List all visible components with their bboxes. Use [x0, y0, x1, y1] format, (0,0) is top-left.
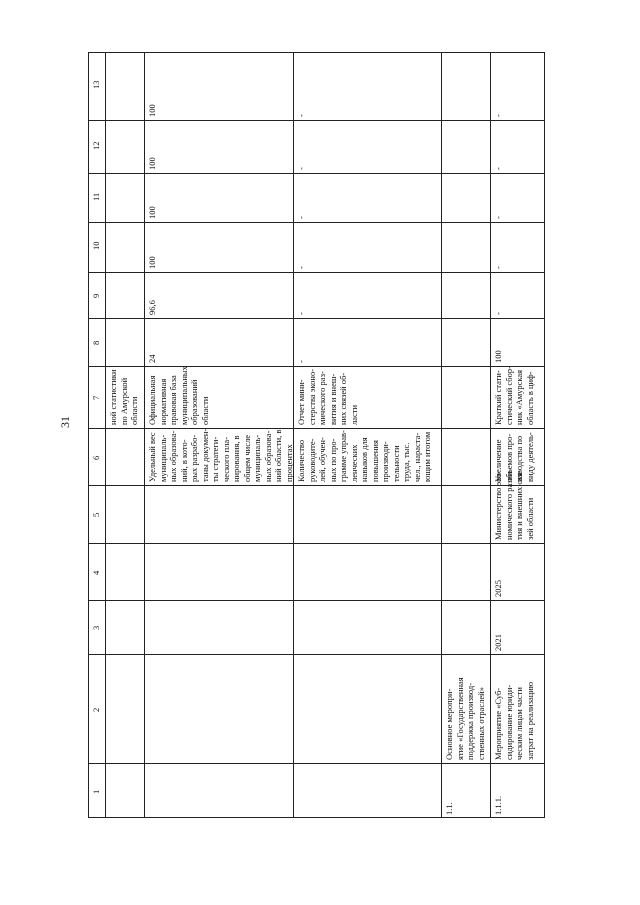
column-number: 13 [91, 80, 101, 89]
cell-c6-line: виду деятель- [524, 432, 535, 482]
cell-c7-line: них связей об- [338, 372, 348, 425]
cell-c6-line: процентах [283, 444, 294, 482]
column-divider [88, 543, 545, 544]
cell-c6-line: лей, обучен- [317, 437, 327, 482]
cell-c6-line: ний области, в [273, 429, 283, 482]
cell-c7-line: мического раз- [317, 371, 327, 425]
column-number: 5 [91, 512, 101, 517]
cell-c6-line: грамме управ- [338, 430, 348, 482]
cell-c6-line: изводства по [514, 435, 524, 482]
cell-c7-line: Официальная [147, 375, 157, 425]
rotated-table [88, 52, 545, 818]
cell-c7-line: область в циф- [524, 371, 535, 425]
column-number: 12 [91, 141, 101, 150]
cell-c7-line: стический сбор- [503, 366, 514, 425]
cell-c7-line: ник «Амурская [514, 369, 524, 425]
cell-c2-line: поддержка производ- [465, 682, 475, 760]
cell-c7-line: образований [189, 379, 199, 425]
cell-c11: - [493, 216, 503, 219]
column-divider [88, 318, 545, 319]
cell-c9: - [296, 312, 306, 315]
cell-c7-line: стерства эконо- [306, 368, 317, 425]
column-number: 8 [91, 340, 101, 345]
cell-c6-line: ных образова- [168, 430, 178, 482]
cell-c11: 100 [147, 206, 157, 219]
cell-c10: - [296, 266, 306, 269]
cell-c6-line: Количество [296, 439, 306, 482]
cell-c11: - [296, 216, 306, 219]
column-number: 6 [91, 455, 101, 460]
column-number: 11 [91, 192, 101, 201]
cell-c7 [147, 366, 210, 425]
cell-c6-line: чел., нараста- [411, 432, 422, 482]
cell-c7-line: области [129, 396, 139, 425]
cell-c9: - [493, 312, 503, 315]
cell-c5-line: тия и внешних свя- [514, 470, 524, 540]
cell-c7-line: ной статистики [108, 369, 118, 425]
cell-c2-line: ческим лицам части [514, 687, 524, 760]
cell-c2-line: сидирование юриди- [503, 684, 514, 760]
page-number: 31 [58, 416, 72, 428]
cell-c6-line: общем числе [241, 434, 252, 482]
cell-c8: 24 [147, 354, 157, 363]
column-divider [88, 485, 545, 486]
column-divider [88, 763, 545, 764]
cell-c2 [493, 682, 535, 760]
cell-c7-line: нормативная [157, 378, 168, 425]
row-divider [144, 52, 145, 818]
cell-c8: 100 [493, 350, 503, 363]
cell-c6-line: ных образова- [262, 430, 273, 482]
column-divider [88, 654, 545, 655]
cell-c6-line: повышения [369, 440, 380, 482]
cell-c7-line: по Амурской [118, 377, 129, 425]
cell-c5-line: Министерство эко- [493, 471, 503, 540]
cell-c6-line: ленческих [348, 444, 359, 482]
cell-c6-line: тельности [390, 445, 401, 482]
column-number: 4 [91, 570, 101, 575]
cell-c1: 1.1.1. [493, 795, 503, 815]
cell-c6-line: навыков для [359, 437, 369, 482]
cell-c7-line: вития и внеш- [327, 373, 338, 425]
cell-c6-line: Увеличение [493, 439, 503, 482]
cell-c8: - [296, 360, 306, 363]
cell-c7 [296, 369, 359, 425]
column-divider [88, 272, 545, 273]
cell-c6-line: таны докумен- [199, 428, 210, 482]
cell-c6-line: ных по про- [327, 438, 338, 482]
cell-c10: - [493, 266, 503, 269]
row-divider [490, 52, 491, 818]
cell-c7-line: муниципальных [178, 366, 189, 425]
cell-c2-line: Основное меропри- [444, 688, 454, 760]
cell-c7-line: Отчет мини- [296, 379, 306, 425]
cell-c13: - [493, 114, 503, 117]
cell-c6-line: нирования, в [231, 435, 241, 482]
cell-c13: - [296, 114, 306, 117]
cell-c2-line: ятие «Государственная [454, 677, 465, 760]
table-border-top [88, 52, 545, 53]
cell-c4: 2025 [493, 580, 503, 597]
cell-c6 [493, 432, 535, 482]
cell-c7-line: правовая база [168, 375, 178, 425]
cell-c9: 96,6 [147, 300, 157, 315]
cell-c6 [147, 429, 294, 482]
cell-c10: 100 [147, 256, 157, 269]
row-divider [105, 52, 106, 818]
cell-c7 [493, 366, 535, 425]
cell-c6-line: ний, в кото- [178, 439, 189, 482]
column-divider [88, 222, 545, 223]
column-number: 3 [91, 625, 101, 630]
cell-c2-line: затрат на реализацию [524, 681, 535, 760]
table-border-right [544, 52, 545, 818]
cell-c6-line: ющим итогом [422, 431, 432, 482]
cell-c2-line: Мероприятие «Суб- [493, 687, 503, 760]
cell-c6-line: рых разрабо- [189, 434, 199, 482]
cell-c2 [444, 677, 486, 760]
column-number: 2 [91, 707, 101, 712]
column-number: 9 [91, 293, 101, 298]
cell-c6-line: руководите- [306, 438, 317, 482]
cell-c12: - [493, 167, 503, 170]
cell-c7 [108, 369, 140, 425]
cell-c5-line: номического разви- [503, 469, 514, 540]
cell-c13: 100 [147, 104, 157, 117]
cell-c1: 1.1. [444, 802, 454, 815]
row-divider [441, 52, 442, 818]
table-border-bottom [88, 817, 545, 818]
cell-c2-line: ственных отраслей» [475, 687, 486, 760]
column-divider [88, 120, 545, 121]
cell-c6-line: объемов про- [503, 433, 514, 482]
cell-c12: - [296, 167, 306, 170]
column-number: 7 [91, 395, 101, 400]
cell-c12: 100 [147, 157, 157, 170]
cell-c6-line: муниципаль- [252, 434, 262, 482]
column-divider [88, 173, 545, 174]
cell-c3: 2021 [493, 634, 503, 651]
cell-c6-line: муниципаль- [157, 434, 168, 482]
cell-c6-line: ческого пла- [220, 436, 231, 482]
cell-c7-line: ласти [348, 404, 359, 425]
cell-c6-line: Удельный вес [147, 432, 157, 482]
column-number: 10 [91, 241, 101, 250]
cell-c6 [296, 430, 433, 482]
table-border-left [88, 52, 89, 818]
column-divider [88, 600, 545, 601]
column-number: 1 [91, 789, 101, 794]
cell-c7-line: Краткий стати- [493, 370, 503, 425]
cell-c7-line: области [199, 396, 210, 425]
cell-c6-line: ты стратеги- [210, 436, 220, 482]
cell-c6-line: труда, тыс. [401, 442, 411, 482]
cell-c6-line: производи- [380, 441, 390, 482]
cell-c5-line: зей области [524, 497, 535, 540]
